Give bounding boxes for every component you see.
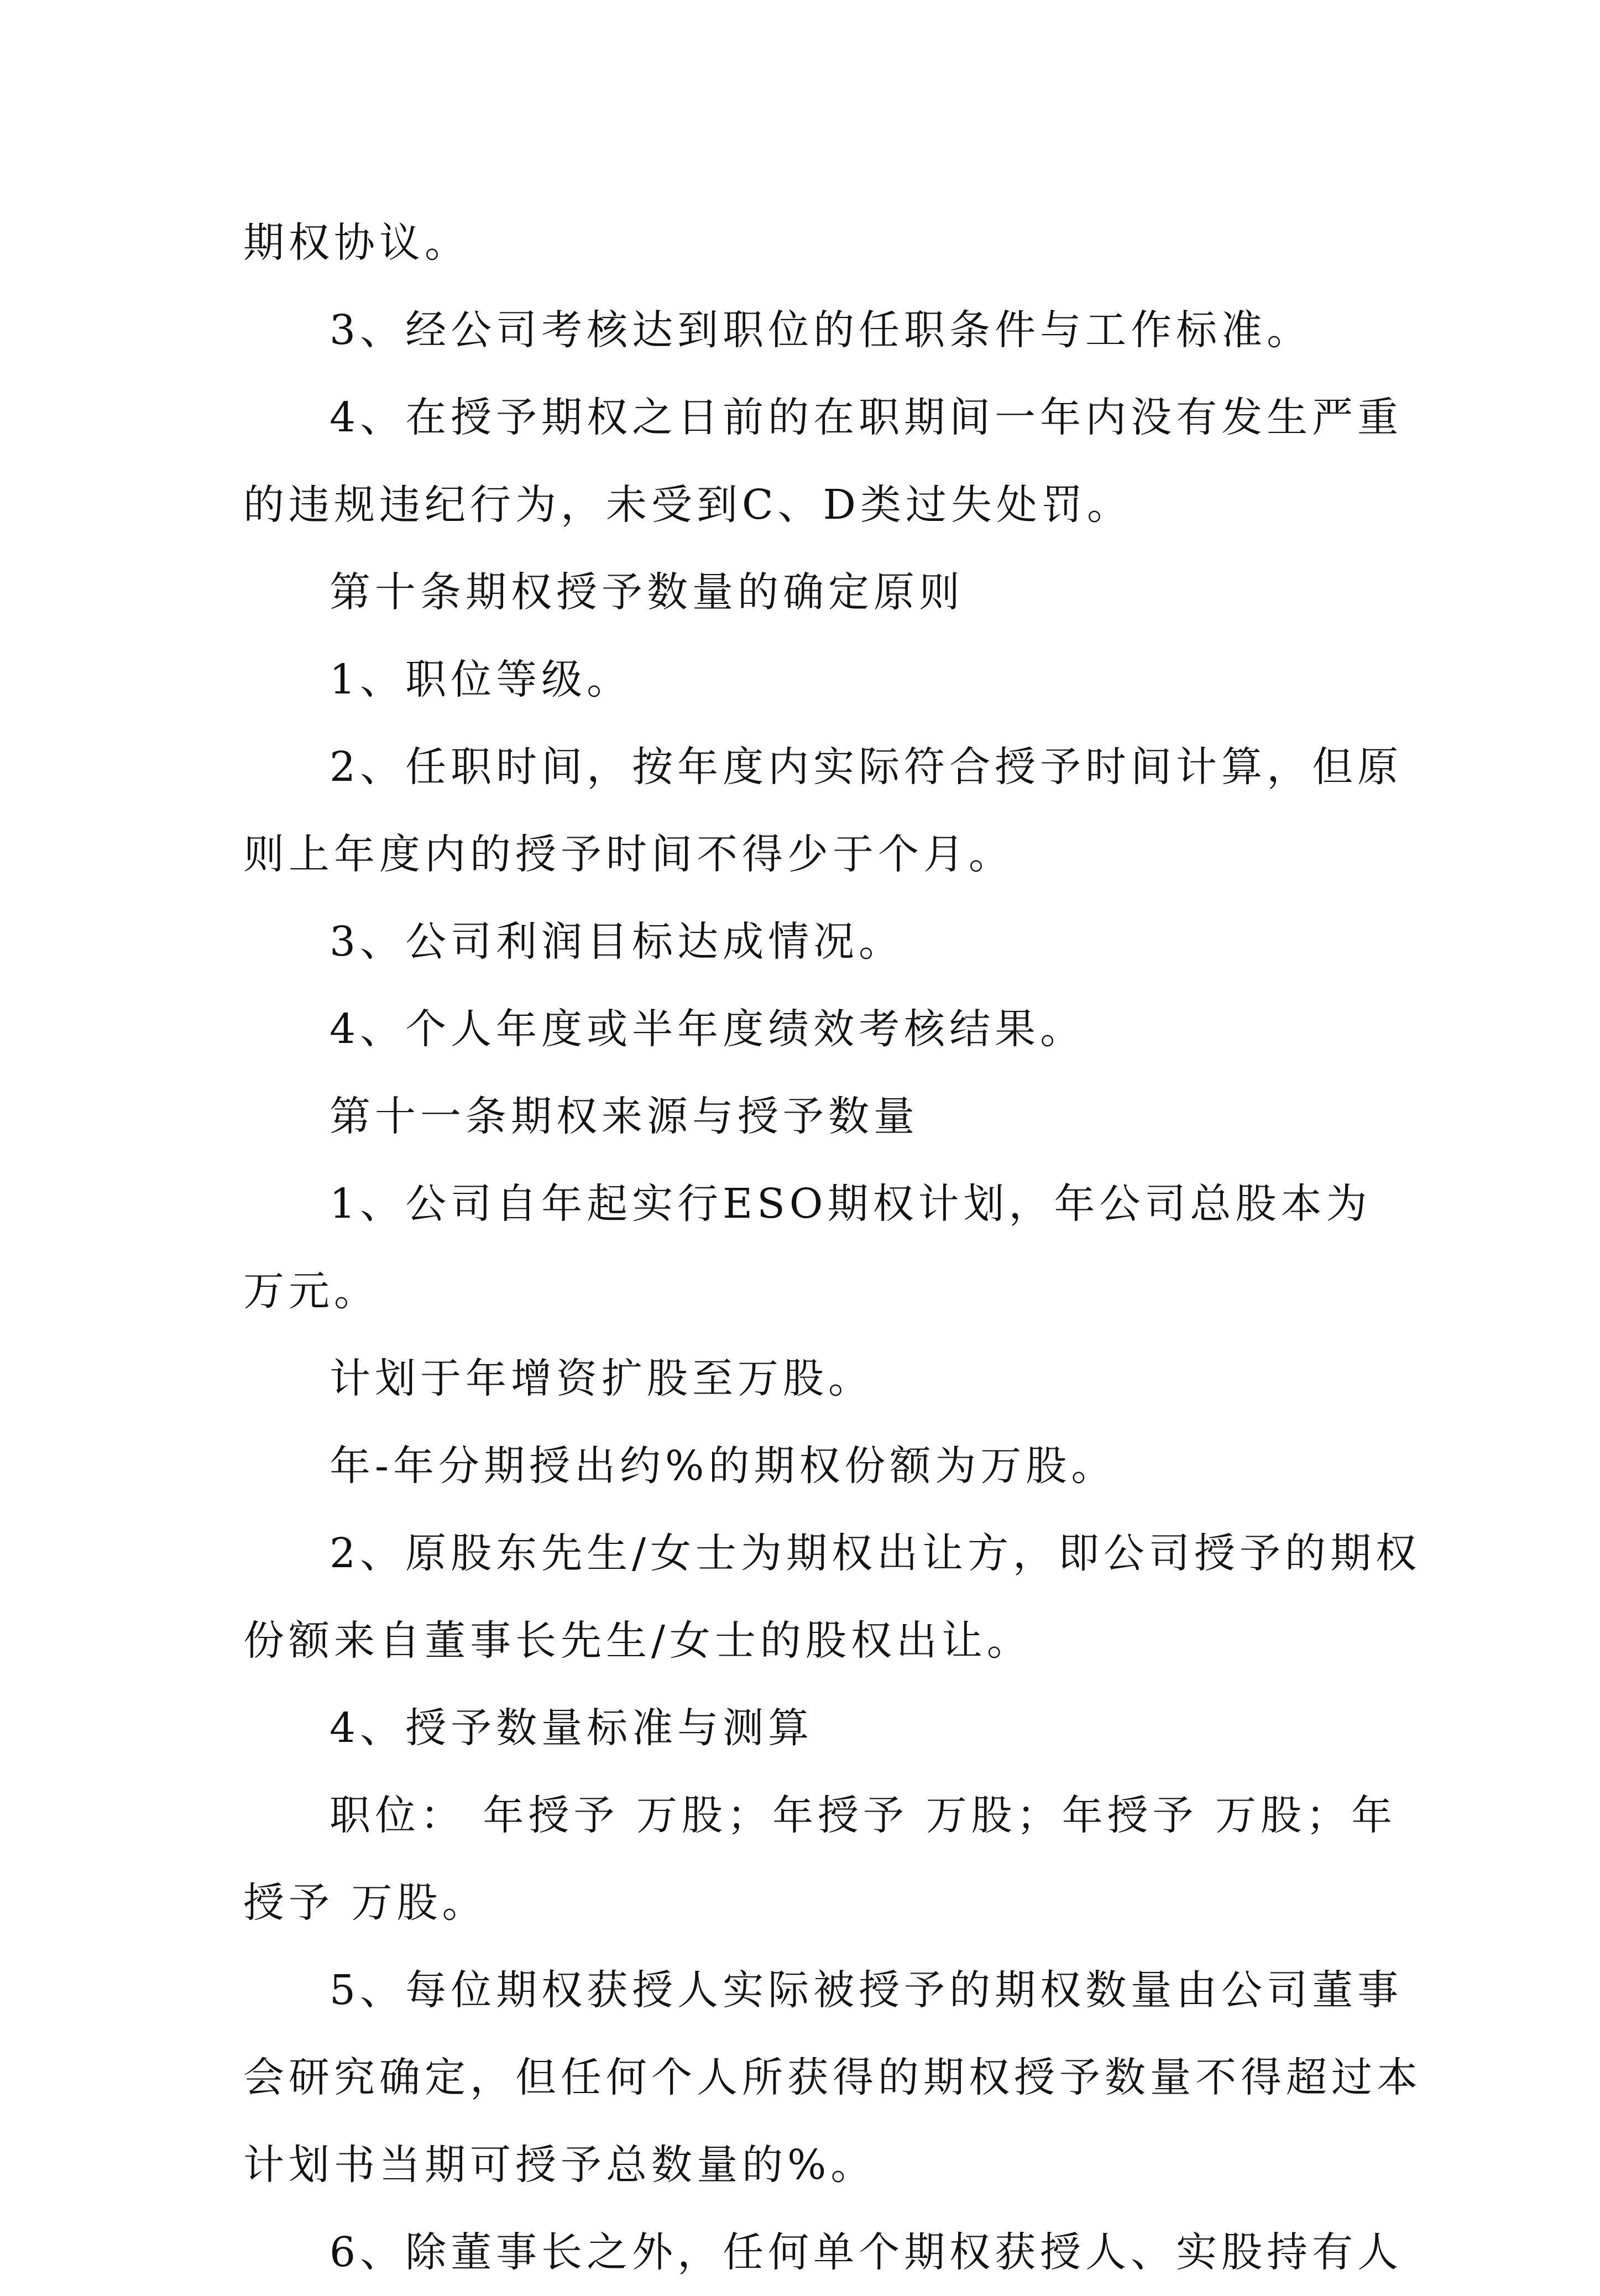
paragraph-line: 4、个人年度或半年度绩效考核结果。 [330, 1005, 1086, 1053]
section-heading: 第十一条期权来源与授予数量 [330, 1093, 919, 1140]
paragraph-line: 计划于年增资扩股至万股。 [330, 1355, 874, 1402]
paragraph-line: 4、在授予期权之日前的在职期间一年内没有发生严重 [330, 394, 1403, 441]
paragraph-line: 1、职位等级。 [330, 656, 632, 703]
section-heading: 第十条期权授予数量的确定原则 [330, 568, 964, 616]
paragraph-line: 的违规违纪行为，未受到C、D类过失处罚。 [243, 481, 1132, 529]
paragraph-line: 2、原股东先生/女士为期权出让方，即公司授予的期权 [330, 1530, 1421, 1577]
paragraph-line: 3、公司利润目标达成情况。 [330, 918, 904, 966]
paragraph-line: 职位： 年授予 万股；年授予 万股；年授予 万股；年 [330, 1792, 1397, 1839]
paragraph-line: 6、除董事长之外，任何单个期权获授人、实股持有人 [330, 2229, 1403, 2276]
paragraph-line: 1、公司自年起实行ESO期权计划，年公司总股本为 [330, 1180, 1372, 1228]
paragraph-line: 则上年度内的授予时间不得少于个月。 [243, 831, 1014, 878]
paragraph-line: 份额来自董事长先生/女士的股权出让。 [243, 1617, 1032, 1664]
paragraph-line: 4、授予数量标准与测算 [330, 1704, 814, 1752]
paragraph-line: 万元。 [243, 1267, 379, 1315]
paragraph-line: 5、每位期权获授人实际被授予的期权数量由公司董事 [330, 1966, 1403, 2014]
document-body [243, 199, 1422, 2296]
paragraph-line: 年-年分期授出约%的期权份额为万股。 [330, 1442, 1117, 1490]
paragraph-line: 2、任职时间，按年度内实际符合授予时间计算，但原 [330, 743, 1403, 791]
paragraph-line: 授予 万股。 [243, 1879, 488, 1927]
paragraph-line: 期权协议。 [243, 219, 470, 267]
paragraph-line: 计划书当期可授予总数量的%。 [243, 2141, 876, 2189]
paragraph-line: 会研究确定，但任何个人所获得的期权授予数量不得超过本 [243, 2054, 1422, 2101]
paragraph-line: 3、经公司考核达到职位的任职条件与工作标准。 [330, 306, 1313, 354]
